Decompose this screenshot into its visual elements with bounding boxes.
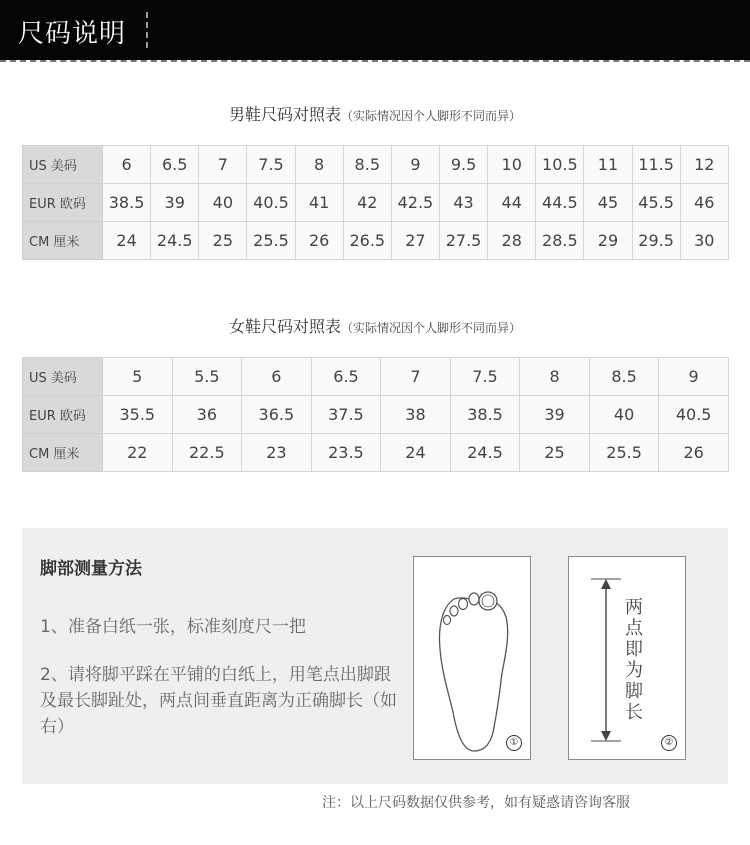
size-cell: 26: [295, 222, 343, 260]
women-title-note: （实际情况因个人脚形不同而异）: [341, 321, 522, 335]
size-cell: 40: [199, 184, 247, 222]
table-row: [23, 146, 729, 184]
size-cell: 6: [103, 146, 151, 184]
size-cell: 40: [589, 396, 659, 434]
men-size-table: [22, 145, 729, 260]
size-cell: 7: [381, 358, 451, 396]
row-header: EUR 欧码: [23, 396, 103, 434]
size-cell: 27: [391, 222, 439, 260]
size-cell: 40.5: [659, 396, 729, 434]
size-cell: 29.5: [632, 222, 680, 260]
size-cell: 5: [103, 358, 173, 396]
women-size-table: [22, 357, 729, 472]
size-cell: 7.5: [247, 146, 295, 184]
size-cell: 40.5: [247, 184, 295, 222]
header-bar: [0, 0, 750, 60]
length-panel: [568, 556, 686, 760]
size-cell: 8.5: [343, 146, 391, 184]
size-cell: 39: [151, 184, 199, 222]
size-cell: 25: [199, 222, 247, 260]
size-cell: 44: [488, 184, 536, 222]
header-border: [0, 60, 750, 64]
size-cell: 28.5: [536, 222, 584, 260]
size-cell: 8.5: [589, 358, 659, 396]
size-cell: 7: [199, 146, 247, 184]
panel-1-number: ①: [506, 735, 522, 751]
size-cell: 23: [242, 434, 312, 472]
size-cell: 27.5: [439, 222, 487, 260]
table-row: [23, 358, 729, 396]
size-cell: 37.5: [311, 396, 381, 434]
size-cell: 11: [584, 146, 632, 184]
measure-step-2: 2、请将脚平踩在平铺的白纸上，用笔点出脚跟及最长脚趾处，两点间垂直距离为正确脚长（如右）: [40, 665, 397, 737]
size-cell: 36: [172, 396, 242, 434]
size-cell: 43: [439, 184, 487, 222]
table-row: [23, 222, 729, 260]
size-cell: 25.5: [589, 434, 659, 472]
measure-step-1: 1、准备白纸一张，标准刻度尺一把: [40, 617, 306, 637]
row-header: CM 厘米: [23, 434, 103, 472]
size-cell: 29: [584, 222, 632, 260]
size-cell: 44.5: [536, 184, 584, 222]
size-cell: 38.5: [450, 396, 520, 434]
women-table-title: [0, 314, 750, 337]
size-cell: 42: [343, 184, 391, 222]
length-label: 两点即为脚长: [625, 597, 643, 723]
size-cell: 24: [103, 222, 151, 260]
size-cell: 10: [488, 146, 536, 184]
size-cell: 9.5: [439, 146, 487, 184]
row-header: US 美码: [23, 146, 103, 184]
men-title-text: 男鞋尺码对照表: [228, 105, 341, 124]
size-cell: 38: [381, 396, 451, 434]
size-cell: 46: [680, 184, 728, 222]
size-cell: 8: [295, 146, 343, 184]
size-cell: 10.5: [536, 146, 584, 184]
table-row: [23, 184, 729, 222]
panel-2-number: ②: [661, 735, 677, 751]
page-title: 尺码说明: [18, 19, 127, 49]
size-cell: 45: [584, 184, 632, 222]
size-cell: 7.5: [450, 358, 520, 396]
measure-section: [22, 528, 728, 784]
measure-title: 脚部测量方法: [40, 559, 142, 579]
size-cell: 23.5: [311, 434, 381, 472]
header-divider: [146, 12, 148, 48]
size-cell: 38.5: [103, 184, 151, 222]
size-cell: 22: [103, 434, 173, 472]
size-cell: 36.5: [242, 396, 312, 434]
size-cell: 11.5: [632, 146, 680, 184]
size-cell: 25.5: [247, 222, 295, 260]
size-cell: 22.5: [172, 434, 242, 472]
row-header: US 美码: [23, 358, 103, 396]
size-cell: 42.5: [391, 184, 439, 222]
size-cell: 9: [659, 358, 729, 396]
row-header: EUR 欧码: [23, 184, 103, 222]
size-cell: 24: [381, 434, 451, 472]
size-cell: 26.5: [343, 222, 391, 260]
size-cell: 41: [295, 184, 343, 222]
size-cell: 6.5: [151, 146, 199, 184]
women-title-text: 女鞋尺码对照表: [228, 317, 341, 336]
size-cell: 26: [659, 434, 729, 472]
size-cell: 8: [520, 358, 590, 396]
size-cell: 28: [488, 222, 536, 260]
men-table-title: [0, 102, 750, 125]
footnote: 注：以上尺码数据仅供参考，如有疑惑请咨询客服: [322, 795, 630, 811]
size-cell: 45.5: [632, 184, 680, 222]
size-cell: 24.5: [450, 434, 520, 472]
size-cell: 6.5: [311, 358, 381, 396]
footprint-icon: [414, 557, 530, 759]
size-cell: 5.5: [172, 358, 242, 396]
size-cell: 25: [520, 434, 590, 472]
size-cell: 6: [242, 358, 312, 396]
size-cell: 24.5: [151, 222, 199, 260]
size-cell: 12: [680, 146, 728, 184]
row-header: CM 厘米: [23, 222, 103, 260]
size-cell: 9: [391, 146, 439, 184]
size-cell: 30: [680, 222, 728, 260]
size-cell: 39: [520, 396, 590, 434]
table-row: [23, 434, 729, 472]
size-cell: 35.5: [103, 396, 173, 434]
footprint-panel: [413, 556, 531, 760]
table-row: [23, 396, 729, 434]
men-title-note: （实际情况因个人脚形不同而异）: [341, 109, 522, 123]
